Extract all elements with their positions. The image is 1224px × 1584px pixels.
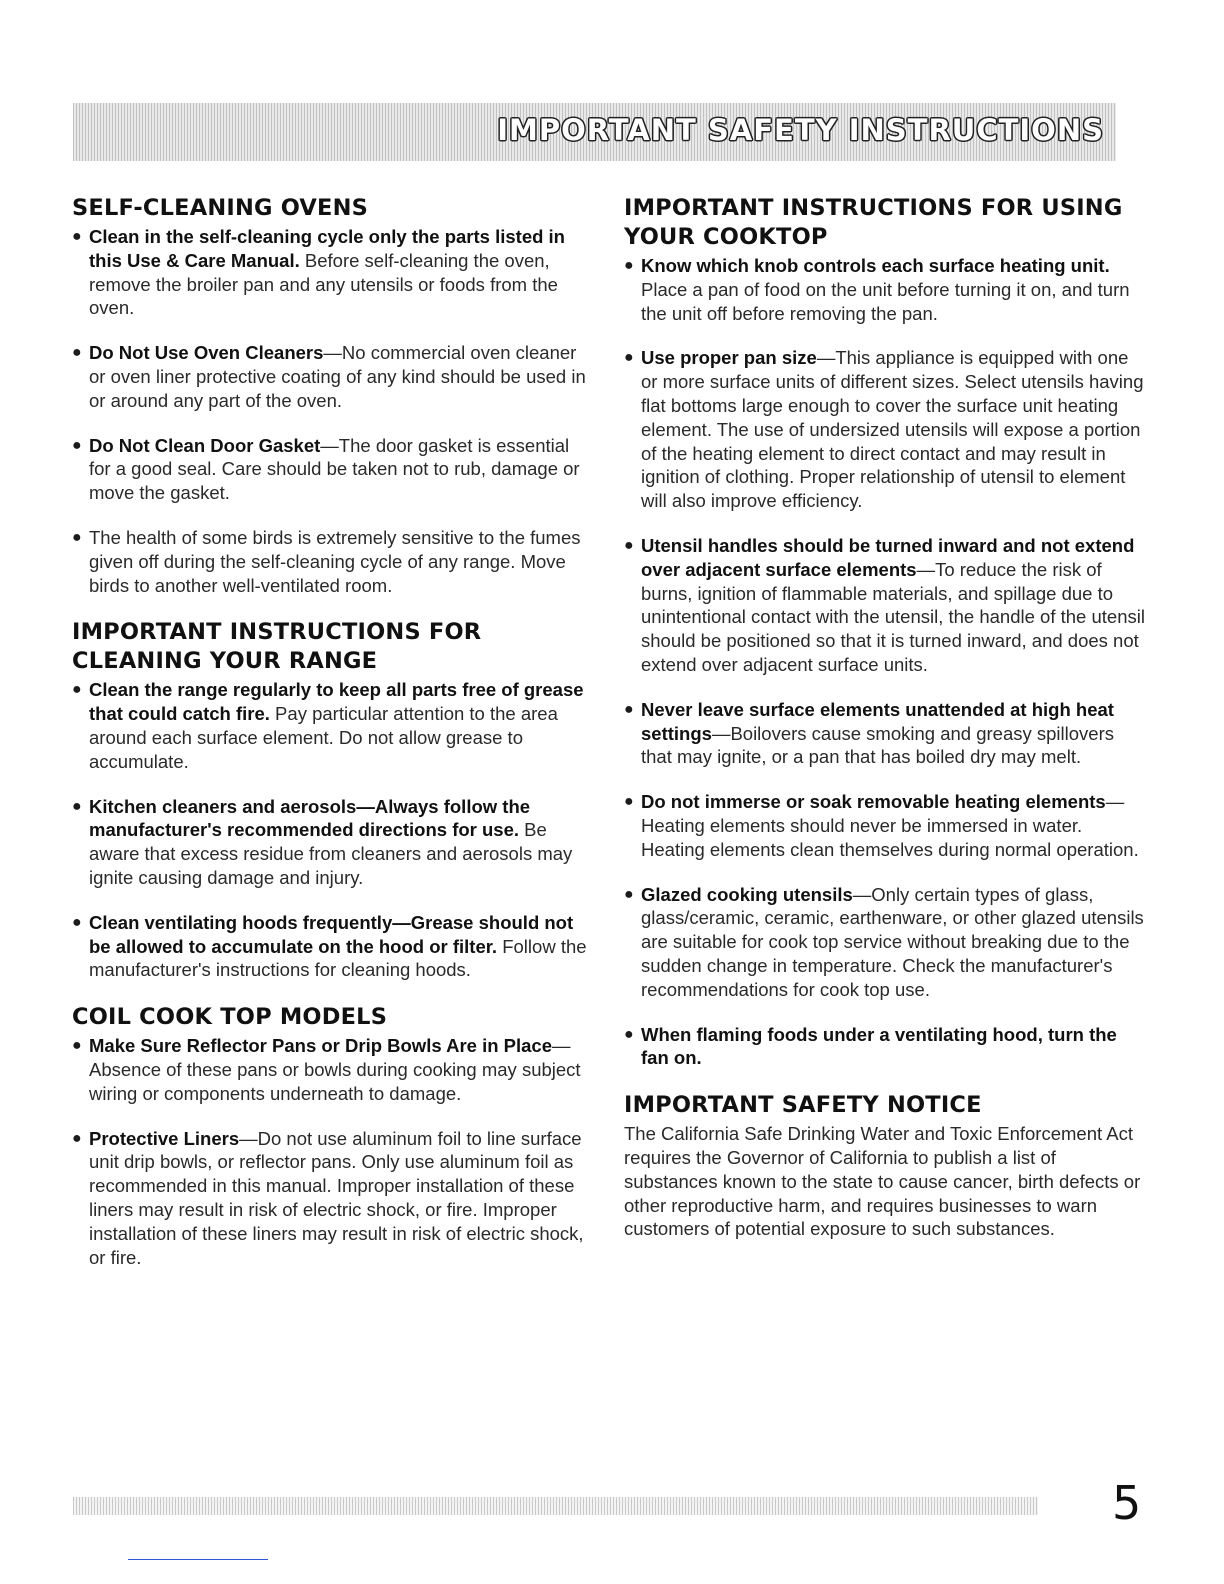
list-item	[72, 225, 594, 320]
bullet-icon: ●	[72, 344, 82, 362]
item-lead: Make Sure Reflector Pans or Drip Bowls Are in Place	[89, 1035, 552, 1057]
item-text: The health of some birds is extremely sensitive to the fumes given off during the self-cleaning cycle of any range. Move birds to another well-ventilated room.	[89, 526, 581, 596]
bullet-icon: ●	[72, 528, 82, 546]
left-column	[72, 194, 594, 1290]
bullet-icon: ●	[72, 1037, 82, 1055]
item-text: —Boilovers cause smoking and greasy spillovers that may ignite, or a pan that has boiled dry may melt.	[641, 722, 1114, 768]
list-item	[624, 883, 1146, 1002]
item-lead: Clean in the self-cleaning cycle only the parts listed in this Use & Care Manual.	[89, 226, 565, 271]
header-banner	[73, 103, 1116, 161]
bullet-icon: ●	[624, 349, 634, 367]
list-item	[624, 346, 1146, 513]
bullet-icon: ●	[72, 681, 82, 699]
item-text: Follow the manufacturer's instructions for cleaning hoods.	[89, 935, 587, 981]
list-item	[72, 341, 594, 412]
section-cleaning-your-range	[72, 618, 594, 982]
item-text: —This appliance is equipped with one or more surface units of different sizes. Select utensils having flat bottoms large enough to cover the surface unit heating element. The use of undersized utensils will expose a portion of the heating element to direct contact and may result in ignition of clothing. Proper relationship of utensil to element will also improve efficiency.	[641, 347, 1144, 512]
list-item	[624, 698, 1146, 769]
item-lead: Do not immerse or soak removable heating elements	[641, 791, 1106, 813]
section-using-your-cooktop	[624, 194, 1146, 1070]
bullet-icon: ●	[72, 797, 82, 815]
notice-text: The California Safe Drinking Water and Toxic Enforcement Act requires the Governor of California to publish a list of substances known to the state to cause cancer, birth defects or other reproductive harm, and requires businesses to warn customers of potential exposure to such substances.	[624, 1123, 1141, 1240]
item-lead: Glazed cooking utensils	[641, 883, 853, 905]
section-heading: COIL COOK TOP MODELS	[72, 1004, 388, 1031]
bullet-icon: ●	[72, 436, 82, 454]
item-text: Be aware that excess residue from cleaners and aerosols may ignite causing damage and injury.	[89, 819, 573, 888]
item-lead: Clean ventilating hoods frequently—Grease should not be allowed to accumulate on the hood or filter.	[89, 911, 574, 957]
section-heading: IMPORTANT INSTRUCTIONS FOR USING YOUR COOKTOP	[624, 195, 1123, 250]
bullet-icon: ●	[624, 1025, 634, 1043]
item-text: —The door gasket is essential for a good seal. Care should be taken not to rub, damage or move the gasket.	[89, 434, 580, 504]
list-item	[72, 795, 594, 890]
list-item	[624, 254, 1146, 325]
item-text: —Only certain types of glass, glass/ceramic, ceramic, earthenware, or other glazed utensils are suitable for cook top service without breaking due to the sudden change in temperature. Check the manufacturer's recommendations for cook top use.	[641, 883, 1144, 1000]
bullet-icon: ●	[624, 793, 634, 811]
item-lead: When flaming foods under a ventilating hood, turn the fan on.	[641, 1023, 1117, 1069]
right-column	[624, 194, 1146, 1255]
item-text: —Heating elements should never be immersed in water. Heating elements clean themselves during normal operation.	[641, 791, 1139, 860]
bullet-icon: ●	[72, 1129, 82, 1147]
list-item	[72, 434, 594, 505]
item-lead: Do Not Use Oven Cleaners	[89, 342, 324, 364]
item-lead: Clean the range regularly to keep all parts free of grease that could catch fire.	[89, 679, 584, 725]
section-heading: IMPORTANT SAFETY NOTICE	[624, 1092, 982, 1119]
list-item	[624, 1023, 1146, 1071]
item-text: Before self-cleaning the oven, remove the broiler pan and any utensils or foods from the oven.	[89, 249, 558, 319]
list-item	[72, 1034, 594, 1105]
bullet-icon: ●	[72, 228, 82, 245]
section-safety-notice	[624, 1091, 1146, 1241]
section-self-cleaning-ovens	[72, 194, 594, 597]
item-lead: Protective Liners	[89, 1127, 240, 1149]
item-lead: Know which knob controls each surface heating unit.	[641, 255, 1110, 276]
divider	[128, 1559, 268, 1560]
page-number: 5	[1112, 1476, 1142, 1530]
footer-bar	[73, 1497, 1038, 1515]
item-text: —To reduce the risk of burns, ignition of flammable materials, and spillage due to unintentional contact with the utensil, the handle of the utensil should be positioned so that it is turned inward, and does not extend over adjacent surface units.	[641, 558, 1145, 675]
item-text: —No commercial oven cleaner or oven liner protective coating of any kind should be used in or around any part of the oven.	[89, 342, 586, 411]
bullet-icon: ●	[624, 257, 634, 274]
list-item	[72, 911, 594, 982]
section-heading: SELF-CLEANING OVENS	[72, 195, 369, 221]
item-text: —Do not use aluminum foil to line surface unit drip bowls, or reflector pans. Only use aluminum foil as recommended in this manual. Improper installation of these liners may result in risk of electric shock, or fire. Improper installation of these liners may result in risk of electric shock, or fire.	[89, 1127, 584, 1268]
bullet-icon: ●	[624, 536, 634, 554]
list-item	[72, 1127, 594, 1270]
item-lead: Kitchen cleaners and aerosols—Always follow the manufacturer's recommended directions for use.	[89, 795, 531, 841]
item-lead: Never leave surface elements unattended at high heat settings	[641, 698, 1114, 744]
item-text: Pay particular attention to the area around each surface element. Do not allow grease to accumulate.	[89, 703, 558, 772]
item-lead: Utensil handles should be turned inward and not extend over adjacent surface elements	[641, 534, 1135, 580]
section-coil-cook-top-models	[72, 1003, 594, 1269]
list-item	[624, 534, 1146, 677]
bullet-icon: ●	[624, 700, 634, 718]
list-item	[624, 790, 1146, 861]
bullet-icon: ●	[72, 913, 82, 931]
bullet-icon: ●	[624, 885, 634, 903]
item-text: Place a pan of food on the unit before turning it on, and turn the unit off before removing the pan.	[641, 278, 1130, 324]
list-item	[72, 526, 594, 597]
item-lead: Do Not Clean Door Gasket	[89, 434, 321, 456]
item-text: —Absence of these pans or bowls during cooking may subject wiring or components underneath to damage.	[89, 1035, 581, 1104]
list-item	[72, 678, 594, 773]
item-lead: Use proper pan size	[641, 347, 817, 369]
page-title: IMPORTANT SAFETY INSTRUCTIONS	[497, 113, 1104, 147]
section-heading: IMPORTANT INSTRUCTIONS FOR CLEANING YOUR RANGE	[72, 619, 482, 675]
